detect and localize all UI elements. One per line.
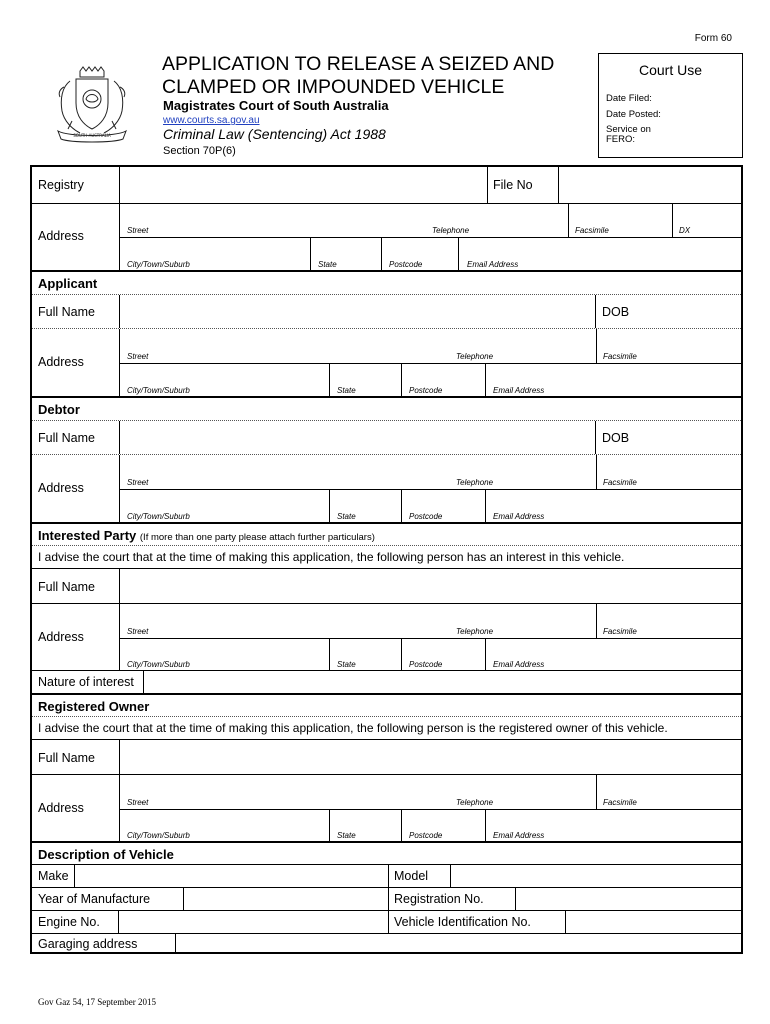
engine-vin-row [32,910,741,933]
section-reference: Section 70P(6) [163,145,236,157]
registry-dx-label: DX [679,226,691,235]
debtor-name-row [32,420,741,454]
registration-no-field[interactable] [516,888,741,911]
registered-owner-statement-row [32,716,741,739]
registered-owner-state-label: State [337,831,356,840]
applicant-state-label: State [337,386,356,395]
applicant-name-row [32,294,741,328]
interested-party-title: Interested Party [38,528,137,543]
interested-party-telephone-label: Telephone [456,627,494,636]
form-number: Form 60 [694,33,732,44]
title-line-1: APPLICATION TO RELEASE A SEIZED AND [162,53,555,75]
debtor-full-name-label: Full Name [38,431,95,445]
nature-of-interest-row [32,670,741,693]
applicant-city-label: City/Town/Suburb [127,386,190,395]
applicant-address-block [32,328,741,396]
interested-party-street-field[interactable] [119,604,741,638]
debtor-heading-row [32,396,741,420]
registered-owner-telephone-label: Telephone [456,798,494,807]
make-field[interactable] [75,865,388,888]
interested-party-postcode-label: Postcode [409,660,443,669]
registry-city-label: City/Town/Suburb [127,260,190,269]
applicant-full-name-label: Full Name [38,305,95,319]
registry-field[interactable] [120,167,486,203]
vin-field[interactable] [566,911,741,934]
registered-owner-email-label: Email Address [493,831,545,840]
interested-party-full-name-label: Full Name [38,580,95,594]
applicant-heading-row [32,270,741,294]
year-of-manufacture-field[interactable] [184,888,388,911]
court-website-link[interactable]: www.courts.sa.gov.au [163,115,260,126]
applicant-full-name-field[interactable] [120,295,595,329]
registered-owner-name-row [32,739,741,774]
registry-email-label: Email Address [467,260,519,269]
registry-label: Registry [38,178,84,192]
engine-no-field[interactable] [119,911,388,934]
file-no-field[interactable] [559,167,743,203]
registration-no-label: Registration No. [394,892,484,906]
interested-party-address-label: Address [38,630,84,644]
debtor-street-label: Street [127,478,149,487]
registry-street-field[interactable] [119,204,741,237]
registered-owner-full-name-label: Full Name [38,751,95,765]
fero-label: FERO: [606,134,636,145]
form-title [162,53,602,99]
interested-party-note: (If more than one party please attach further particulars) [139,532,375,543]
garaging-address-field[interactable] [176,934,741,955]
vehicle-heading-row [32,841,741,864]
engine-no-label: Engine No. [38,915,100,929]
date-filed-label: Date Filed: [606,93,652,104]
registry-telephone-label: Telephone [432,226,470,235]
applicant-facsimile-label: Facsimile [603,352,637,361]
registered-owner-statement: I advise the court that at the time of making this application, the following person is the registered owner of this vehicle. [38,721,668,735]
garaging-address-label: Garaging address [38,937,138,951]
interested-party-city-field[interactable] [119,638,741,671]
registered-owner-postcode-label: Postcode [409,831,443,840]
applicant-street-field[interactable] [119,329,741,363]
applicant-address-label: Address [38,355,84,369]
registry-street-label: Street [127,226,149,235]
make-label: Make [38,869,69,883]
interested-party-email-label: Email Address [493,660,545,669]
make-model-row [32,864,741,887]
act-title: Criminal Law (Sentencing) Act 1988 [163,126,386,142]
interested-party-street-label: Street [127,627,149,636]
debtor-city-label: City/Town/Suburb [127,512,190,521]
applicant-postcode-label: Postcode [409,386,443,395]
debtor-dob-label: DOB [602,431,630,445]
registry-address-block [32,203,741,270]
debtor-address-block [32,454,741,522]
garaging-address-row [32,933,741,954]
title-line-2: CLAMPED OR IMPOUNDED VEHICLE [162,76,505,98]
court-name: Magistrates Court of South Australia [163,98,389,113]
service-on-label: Service on [606,124,651,135]
debtor-address-label: Address [38,481,84,495]
applicant-city-field[interactable] [119,363,741,397]
interested-party-statement-row [32,545,741,568]
registry-facsimile-label: Facsimile [575,226,609,235]
debtor-full-name-field[interactable] [120,421,595,455]
applicant-street-label: Street [127,352,149,361]
date-posted-label: Date Posted: [606,109,661,120]
registered-owner-full-name-field[interactable] [120,740,741,775]
interested-party-heading [38,528,375,543]
court-use-title: Court Use [638,62,703,78]
debtor-postcode-label: Postcode [409,512,443,521]
nature-of-interest-label: Nature of interest [38,675,134,689]
year-registration-row [32,887,741,910]
registered-owner-city-label: City/Town/Suburb [127,831,190,840]
application-form [30,165,743,954]
registered-owner-facsimile-label: Facsimile [603,798,637,807]
registered-owner-heading: Registered Owner [38,699,150,714]
registry-city-field[interactable] [119,237,741,271]
registered-owner-street-label: Street [127,798,149,807]
year-of-manufacture-label: Year of Manufacture [38,892,151,906]
registry-row [32,167,741,203]
registered-owner-heading-row [32,693,741,716]
vehicle-heading: Description of Vehicle [38,847,174,862]
registered-owner-city-field[interactable] [119,809,741,842]
debtor-telephone-label: Telephone [456,478,494,487]
applicant-dob-label: DOB [602,305,630,319]
file-no-label: File No [493,178,533,192]
debtor-street-field[interactable] [119,455,741,489]
gazette-footer: Gov Gaz 54, 17 September 2015 [38,997,156,1007]
applicant-heading: Applicant [38,276,98,291]
svg-text:SOUTH AUSTRALIA: SOUTH AUSTRALIA [73,133,111,138]
model-field[interactable] [451,865,741,888]
applicant-email-label: Email Address [493,386,545,395]
registered-owner-street-field[interactable] [119,775,741,809]
debtor-state-label: State [337,512,356,521]
debtor-email-label: Email Address [493,512,545,521]
interested-party-state-label: State [337,660,356,669]
model-label: Model [394,869,429,883]
interested-party-full-name-field[interactable] [120,569,741,604]
debtor-facsimile-label: Facsimile [603,478,637,487]
interested-party-address-block [32,603,741,670]
court-use-box [598,53,743,158]
vin-label: Vehicle Identification No. [394,915,531,929]
applicant-telephone-label: Telephone [456,352,494,361]
interested-party-name-row [32,568,741,603]
interested-party-city-label: City/Town/Suburb [127,660,190,669]
interested-party-facsimile-label: Facsimile [603,627,637,636]
debtor-heading: Debtor [38,402,80,417]
sa-coat-of-arms-icon [52,65,132,145]
debtor-city-field[interactable] [119,489,741,523]
registry-address-label: Address [38,229,84,243]
registered-owner-address-label: Address [38,801,84,815]
interested-party-statement: I advise the court that at the time of making this application, the following person has an interest in this vehicle. [38,550,625,564]
nature-of-interest-field[interactable] [144,671,741,694]
interested-party-heading-row [32,522,741,545]
registry-postcode-label: Postcode [389,260,423,269]
registry-state-label: State [318,260,337,269]
registered-owner-address-block [32,774,741,841]
